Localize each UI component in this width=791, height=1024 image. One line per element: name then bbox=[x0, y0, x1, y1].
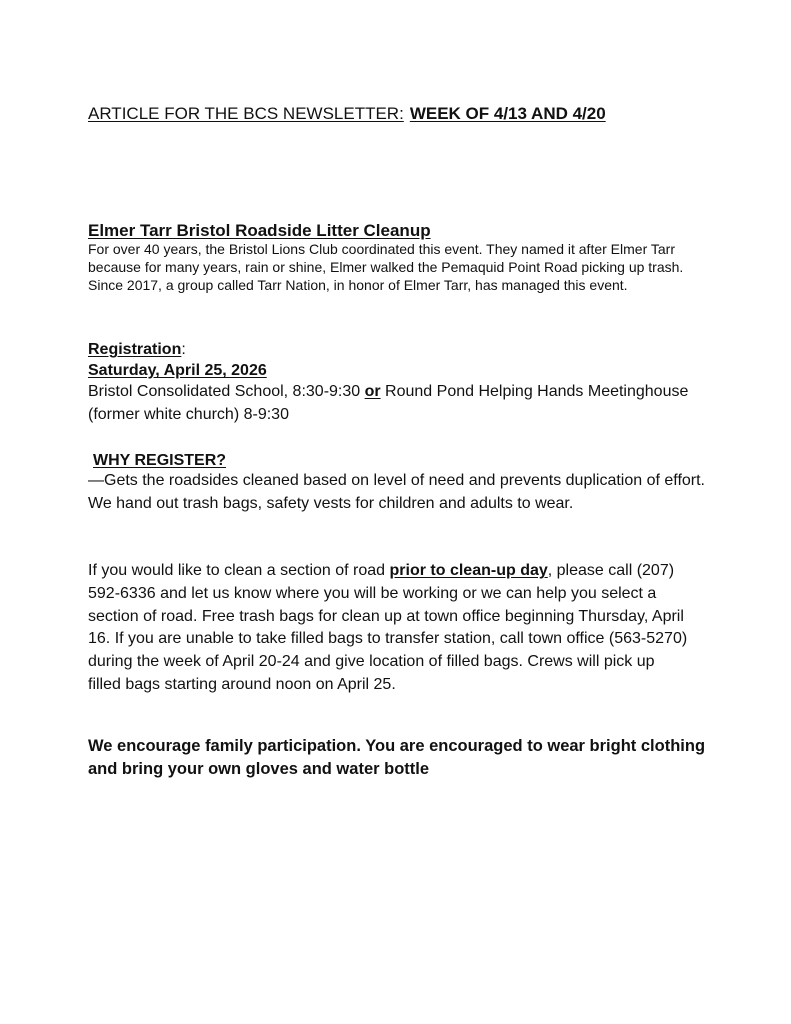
cleanup-paragraph bbox=[88, 560, 688, 697]
registration-heading: Registration bbox=[88, 341, 182, 358]
cleanup-text-before: If you would like to clean a section of road bbox=[88, 562, 390, 579]
header-week: WEEK OF 4/13 AND 4/20 bbox=[409, 104, 606, 123]
registration-location bbox=[88, 380, 708, 426]
closing-statement: We encourage family participation. You are encouraged to wear bright clothing and bring your own gloves and water bottle bbox=[88, 737, 706, 778]
location-first: Bristol Consolidated School, 8:30-9:30 bbox=[88, 383, 365, 400]
newsletter-header bbox=[88, 104, 606, 124]
article-title: Elmer Tarr Bristol Roadside Litter Cleanup bbox=[88, 221, 431, 240]
location-second: Round Pond Helping Hands Meetinghouse (former white church) 8-9:30 bbox=[88, 383, 689, 423]
why-register-heading: WHY REGISTER? bbox=[93, 452, 227, 469]
registration-label bbox=[88, 341, 186, 359]
header-prefix: ARTICLE FOR THE BCS NEWSLETTER: bbox=[88, 104, 404, 123]
cleanup-emphasis: prior to clean-up day bbox=[389, 562, 548, 579]
location-or: or bbox=[364, 383, 381, 400]
why-register-body: —Gets the roadsides cleaned based on level of need and prevents duplication of effort. We hand out trash bags, safety vests for children and adults to wear. bbox=[88, 472, 705, 512]
article-intro: For over 40 years, the Bristol Lions Club coordinated this event. They named it after Elmer Tarr because for many years, rain or shine, Elmer walked the Pemaquid Point Road picking up trash. Since 2017, a group called Tarr Nation, in honor of Elmer Tarr, has managed this event. bbox=[88, 241, 684, 293]
registration-colon: : bbox=[181, 341, 186, 358]
registration-date: Saturday, April 25, 2026 bbox=[88, 362, 267, 379]
cleanup-text-after: , please call (207) 592-6336 and let us know where you will be working or we can help you select a section of road. Free trash bags for clean up at town office beginning Thursday, April 16. If you are unable to take filled bags to transfer station, call town office (563-5270) during the week of April 20-24 and give location of filled bags. Crews will pick up filled bags starting around noon on April 25. bbox=[88, 562, 688, 693]
